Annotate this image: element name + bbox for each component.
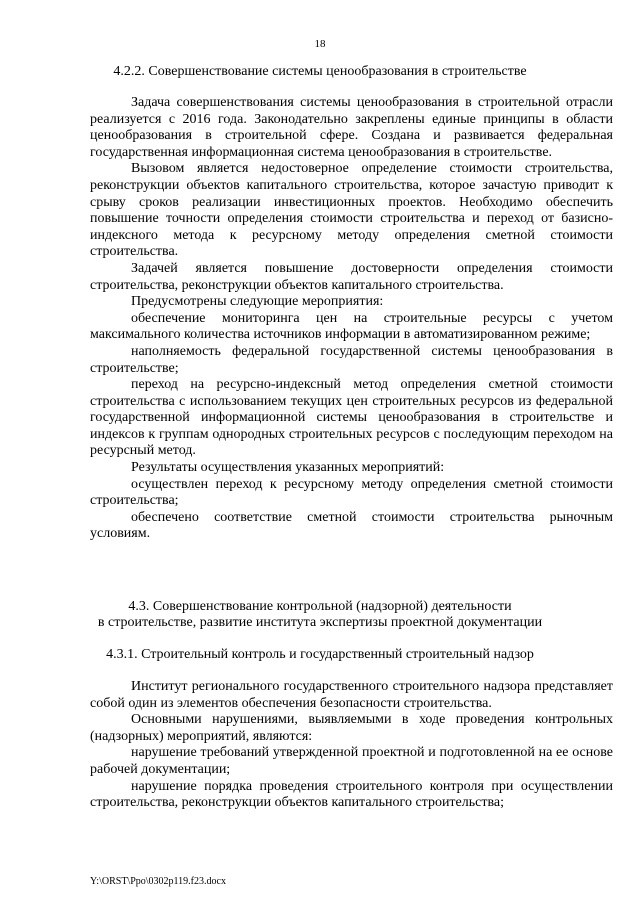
document-file-path: Y:\ORST\Ppo\0302p119.f23.docx — [90, 876, 226, 887]
section-4-3-1-body — [90, 679, 613, 812]
list-item: переход на ресурсно-индексный метод определения сметной стоимости строительства с использованием текущих цен строительных ресурсов из федеральной государственной информационной системы ценообразования в строительстве и индексов к группам однородных строительных ресурсов с последующим переходом на ресурсный метод. — [90, 377, 613, 459]
section-4-2-2-body — [90, 95, 613, 543]
list-item: нарушение порядка проведения строительного контроля при осуществлении строительства, реконструкции объектов капитального строительства; — [90, 778, 613, 811]
paragraph: Вызовом является недостоверное определение стоимости строительства, реконструкции объектов капитального строительства, которое зачастую приводит к срыву сроков реализации инвестиционных проектов. Необходимо обеспечить повышение точности определения стоимости строительства и переход от базисно-индексного метода к ресурсному методу определения сметной стоимости строительства. — [90, 161, 613, 260]
list-item: обеспечено соответствие сметной стоимости строительства рыночным условиям. — [90, 509, 613, 542]
section-heading-4-3-1: 4.3.1. Строительный контроль и государственный строительный надзор — [106, 647, 534, 662]
list-item: осуществлен переход к ресурсному методу определения сметной стоимости строительства; — [90, 476, 613, 509]
paragraph: Задача совершенствования системы ценообразования в строительной отрасли реализуется с 2016 года. Законодательно закреплены единые принципы в области ценообразования в строительной сфере. Создана и развивается федеральная государственная информационная система ценообразования в строительстве. — [90, 95, 613, 160]
paragraph: Институт регионального государственного строительного надзора представляет собой один из элементов обеспечения безопасности строительства. — [90, 679, 613, 711]
section-heading-4-3-line2: в строительстве, развитие института экспертизы проектной документации — [97, 615, 543, 630]
paragraph: Результаты осуществления указанных мероприятий: — [131, 460, 445, 476]
list-item: обеспечение мониторинга цен на строительные ресурсы с учетом максимального количества источников информации в автоматизированном режиме; — [90, 310, 613, 343]
section-heading-4-3-line1: 4.3. Совершенствование контрольной (надзорной) деятельности — [128, 599, 512, 614]
list-item: наполняемость федеральной государственной системы ценообразования в строительстве; — [90, 343, 613, 376]
paragraph: Задачей является повышение достоверности определения стоимости строительства, реконструкции объектов капитального строительства. — [90, 260, 613, 293]
section-heading-4-2-2: 4.2.2. Совершенствование системы ценообразования в строительстве — [113, 64, 527, 79]
paragraph: Предусмотрены следующие мероприятия: — [131, 294, 384, 310]
page-number: 18 — [314, 38, 326, 50]
list-item: нарушение требований утвержденной проектной и подготовленной на ее основе рабочей документации; — [90, 745, 613, 777]
paragraph: Основными нарушениями, выявляемыми в ходе проведения контрольных (надзорных) мероприятий, являются: — [90, 712, 613, 744]
